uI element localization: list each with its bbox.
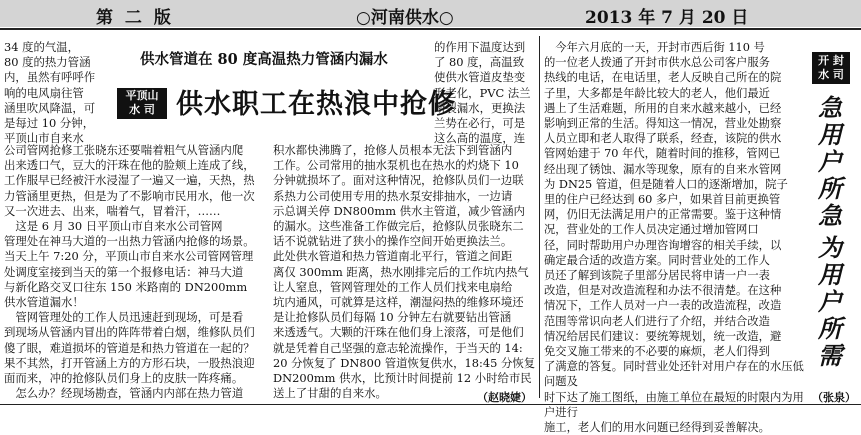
edition-label: 第 二 版 [96, 8, 174, 28]
article2-author: （张泉） [812, 391, 856, 404]
article2-vertical-title-2: 为用户所需 [818, 233, 842, 370]
article1-text-mid-bottom: 积水都快沸腾了，抢修人员根本无法下到管涵内 工作。公司常用的抽水泵机也在热水的灼烧下 10 分钟就损坏了。面对这种情况，抢修队员们一边联 系热力公司使用专用的热水泵安排抽水，一边请 示总调关停 DN800mm 供水主管道，减少管涵内 的漏水。这些准备工作做完后，抢修队员张晓东二 话不说就钻进了狭小的操作空间开始更换法兰。 此处供水管道和热力管道南北平行，管道之间距 离仅 300mm 距离，热水刚排完后的工作坑内热气 让人窒息，管网管理处的工作人员们找来电扇给 坑内通风，可就算是这样，潮湿闷热的维修环境还 是让抢修队员们每隔 10 分钟左右就要钻出管涵 来透透气。大颗的汗珠在他们身上滚落，可是他们 就是凭着自己坚强的意志轮流操作，于当天的 14: 20 分恢复了 DN800 管道恢复供水，18:45 分恢复 DN200mm 供水，比预计时间提前 12 小时给市民 送上了甘甜的自来水。 [273, 143, 536, 401]
article2-vertical-title-1: 急用户所急 [818, 93, 842, 230]
article2-text: 今年六月底的一天，开封市西后街 110 号 的一位老人拨通了开封市供水总公司客户服务 热线的电话，在电话里，老人反映自己所在的院 子里，大多都是年龄比较大的老人，他们最近 遇上了生活难题，所用的自来水越来越小，已经 影响到正常的生活。得知这一情况，营业处勘察 人员立即和老人取得了联系，经查，该院的供水 管网始建于 70 年代，随着时间的推移，管网已 经出现了锈蚀、漏水等现象，原有的自来水管网 为 DN25 管道，但是随着人口的逐渐增加，院子 里的住户已经达到 60 多户，如果首目前更换管 网，仍旧无法满足用户的正常需要。鉴于这种情 况，营业处的工作人员决定通过增加管网口 径，同时帮助用户办理咨询增容的相关手续，以 确定最合适的改造方案。同时营业处的工作人 员还了解到该院子里部分居民将申请一户一表 改造，但是对改造流程和办法不很清楚。在这种 情况下，工作人员对一户一表的改造流程，改造 范围等常识向老人们进行了介绍，并结合改造 情况给居民们建议：要统筹规划，统一改造，避 免交叉施工带来的不必要的麻烦，老人们得到 了满意的答复。同时营业处还针对用户存在的水压低问题及 时下达了施工图纸，由施工单位在最短的时限内为用户进行 施工，老人们的用水问题已经得到妥善解决。 [544, 41, 804, 435]
newspaper-name: ○河南供水○ [356, 8, 454, 28]
article1-text-left-top: 34 度的气温， 80 度的热力管涵 内，虽然有呼呼作 响的电风扇往管 涵里吹风降温，可 是每过 10 分钟， 平顶山市自来水 [4, 40, 96, 146]
article1-source-tag: 平顶山 水 司 [117, 88, 167, 119]
column-divider [539, 36, 540, 398]
article1-subtitle: 供水管道在 80 度高温热力管涵内漏水 [140, 51, 388, 68]
page-header [0, 0, 861, 27]
header-rule [0, 28, 861, 30]
article1-text-right-top: 的作用下温度达到 了 80 度，高温致 使供水管道皮垫变 形老化，PVC 法兰 断裂漏水，更换法 兰势在必行，可是 这么高的温度，连 [434, 40, 531, 146]
article1-title-box [112, 42, 456, 125]
article2-source-tag: 开 封 水 司 [812, 52, 850, 84]
issue-date: 2013 年 7 月 20 日 [585, 8, 749, 28]
article1-text-left-bottom: 公司管网抢修工张晓东还要喘着粗气从管涵内爬 出来透口气，豆大的汗珠在他的脸颊上连成了线， 工作服早已经被汗水浸湿了一遍又一遍，天热，热 力管涵里更热，但是为了不影响市民用水，他一次 又一次进去、出来，喘着气，冒着汗，…… 这是 6 月 30 日平顶山市自来水公司管网 管理处在神马大道的一出热力管涵内抢修的场景。 当天上午 7:20 分，平顶山市自来水公司管网管理 处调度室接到当天的第一个报修电话：神马大道 与新化路交叉口往东 150 米路南的 DN200mm 供水管道漏水！ 管网管理处的工作人员迅速赶到现场，可是看 到现场从管涵内冒出的阵阵带着白烟，维修队员们 傻了眼，难道损坏的管道是和热力管道在一起的？ 果不其然，打开管涵上方的方形石块，一股热浪迎 面而来，冲的抢修队员们身上的皮肤一阵疼痛。 怎么办？经现场勘查，管涵内内部在热力管道 [4, 143, 255, 401]
article1-author: （赵晓婕） [477, 391, 532, 404]
article1-headline: 供水职工在热浪中抢修 [176, 89, 456, 120]
